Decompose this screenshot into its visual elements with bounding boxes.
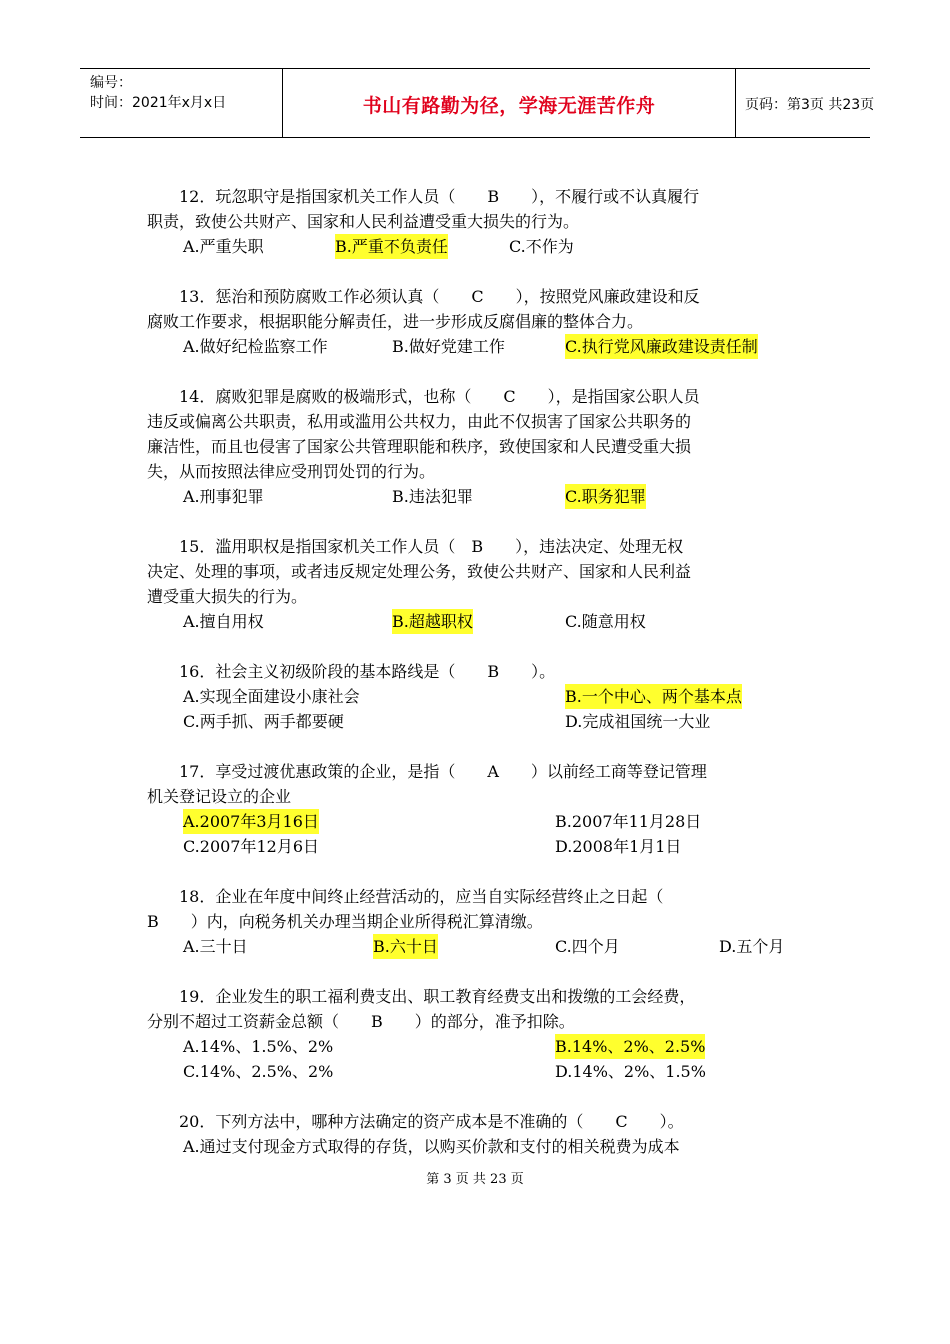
option-d: D.14%、2%、1.5% — [555, 1062, 706, 1081]
option-d: D.完成祖国统一大业 — [565, 712, 711, 731]
option-a: A.三十日 — [183, 937, 248, 956]
stem-line: 18．企业在年度中间终止经营活动的，应当自实际经营终止之日起（ — [179, 887, 664, 906]
question-14 — [147, 384, 809, 509]
stem-line: 17．享受过渡优惠政策的企业，是指（ A ）以前经工商等登记管理 — [179, 762, 707, 781]
header-left-cell — [80, 69, 283, 137]
option-row — [147, 1034, 809, 1059]
stem-line: 16．社会主义初级阶段的基本路线是（ B ）。 — [179, 662, 556, 681]
stem-line: 机关登记设立的企业 — [147, 787, 292, 806]
option-c: C.随意用权 — [565, 612, 646, 631]
page-footer: 第 3 页 共 23 页 — [426, 1172, 524, 1187]
option-b: B.严重不负责任 — [335, 234, 448, 259]
page-info: 页码：第3页 共23页 — [745, 97, 875, 113]
option-row — [147, 834, 809, 859]
stem-line: 遭受重大损失的行为。 — [147, 587, 308, 606]
option-c: C.四个月 — [555, 937, 620, 956]
option-d: D.五个月 — [719, 937, 785, 956]
option-row — [147, 809, 809, 834]
stem-line: 违反或偏离公共职责，私用或滥用公共权力，由此不仅损害了国家公共职务的 — [147, 412, 692, 431]
time-label: 时间：2021年x月x日 — [90, 95, 227, 111]
option-d: D.2008年1月1日 — [555, 837, 682, 856]
question-stem — [147, 534, 809, 609]
option-row — [147, 234, 809, 259]
question-stem — [147, 659, 809, 684]
option-b: B.2007年11月28日 — [555, 812, 702, 831]
option-row — [147, 609, 809, 634]
header-motto: 书山有路勤为径，学海无涯苦作舟 — [362, 95, 656, 117]
header-right-cell — [736, 69, 875, 137]
question-stem — [147, 984, 809, 1034]
stem-line: 15．滥用职权是指国家机关工作人员（ B ），违法决定、处理无权 — [179, 537, 684, 556]
option-row — [147, 709, 809, 734]
option-a: A.擅自用权 — [183, 612, 264, 631]
option-a: A.做好纪检监察工作 — [183, 337, 328, 356]
stem-line: 12．玩忽职守是指国家机关工作人员（ B ），不履行或不认真履行 — [179, 187, 700, 206]
option-c: C.执行党风廉政建设责任制 — [565, 334, 758, 359]
option-a: A.实现全面建设小康社会 — [183, 687, 360, 706]
stem-line: 13．惩治和预防腐败工作必须认真（ C ），按照党风廉政建设和反 — [179, 287, 700, 306]
question-13 — [147, 284, 809, 359]
option-c: C.职务犯罪 — [565, 484, 646, 509]
option-b: B.超越职权 — [392, 609, 473, 634]
stem-line: 分别不超过工资薪金总额（ B ）的部分，准予扣除。 — [147, 1012, 575, 1031]
question-15 — [147, 534, 809, 634]
question-12 — [147, 184, 809, 259]
question-stem — [147, 759, 809, 809]
option-a: A.2007年3月16日 — [183, 809, 319, 834]
page-header — [80, 68, 875, 138]
stem-line: 20．下列方法中，哪种方法确定的资产成本是不准确的（ C ）。 — [179, 1112, 684, 1131]
stem-line: 19．企业发生的职工福利费支出、职工教育经费支出和拨缴的工会经费， — [179, 987, 696, 1006]
option-c: C.两手抓、两手都要硬 — [183, 712, 344, 731]
question-16 — [147, 659, 809, 734]
option-row — [147, 934, 809, 959]
option-c: C.不作为 — [509, 237, 574, 256]
option-a: A.刑事犯罪 — [183, 487, 264, 506]
number-label: 编号： — [90, 75, 132, 91]
option-row — [147, 484, 809, 509]
option-a: A.通过支付现金方式取得的存货，以购买价款和支付的相关税费为成本 — [183, 1137, 680, 1156]
option-b: B.六十日 — [373, 934, 438, 959]
option-a: A.严重失职 — [183, 237, 264, 256]
option-b: B.14%、2%、2.5% — [555, 1034, 705, 1059]
option-a: A.14%、1.5%、2% — [183, 1037, 334, 1056]
stem-line: 廉洁性，而且也侵害了国家公共管理职能和秩序，致使国家和人民遭受重大损 — [147, 437, 692, 456]
header-middle-cell — [283, 69, 736, 137]
stem-line: 决定、处理的事项，或者违反规定处理公务，致使公共财产、国家和人民利益 — [147, 562, 692, 581]
question-stem — [147, 1109, 809, 1134]
stem-line: 14．腐败犯罪是腐败的极端形式，也称（ C ），是指国家公职人员 — [179, 387, 700, 406]
stem-line: 职责，致使公共财产、国家和人民利益遭受重大损失的行为。 — [147, 212, 580, 231]
option-row — [147, 1059, 809, 1084]
stem-line: B ）内，向税务机关办理当期企业所得税汇算清缴。 — [147, 912, 543, 931]
question-stem — [147, 884, 809, 934]
option-b: B.违法犯罪 — [392, 487, 473, 506]
question-stem — [147, 184, 809, 234]
option-c: C.2007年12月6日 — [183, 837, 320, 856]
option-b: B.一个中心、两个基本点 — [565, 684, 742, 709]
option-b: B.做好党建工作 — [392, 337, 505, 356]
question-20 — [147, 1109, 809, 1159]
option-row — [147, 1134, 809, 1159]
option-row — [147, 334, 809, 359]
question-18 — [147, 884, 809, 959]
question-17 — [147, 759, 809, 859]
question-19 — [147, 984, 809, 1084]
option-c: C.14%、2.5%、2% — [183, 1062, 334, 1081]
question-list — [147, 184, 809, 1184]
question-stem — [147, 284, 809, 334]
stem-line: 腐败工作要求，根据职能分解责任，进一步形成反腐倡廉的整体合力。 — [147, 312, 644, 331]
option-row — [147, 684, 809, 709]
stem-line: 失，从而按照法律应受刑罚处罚的行为。 — [147, 462, 436, 481]
question-stem — [147, 384, 809, 484]
